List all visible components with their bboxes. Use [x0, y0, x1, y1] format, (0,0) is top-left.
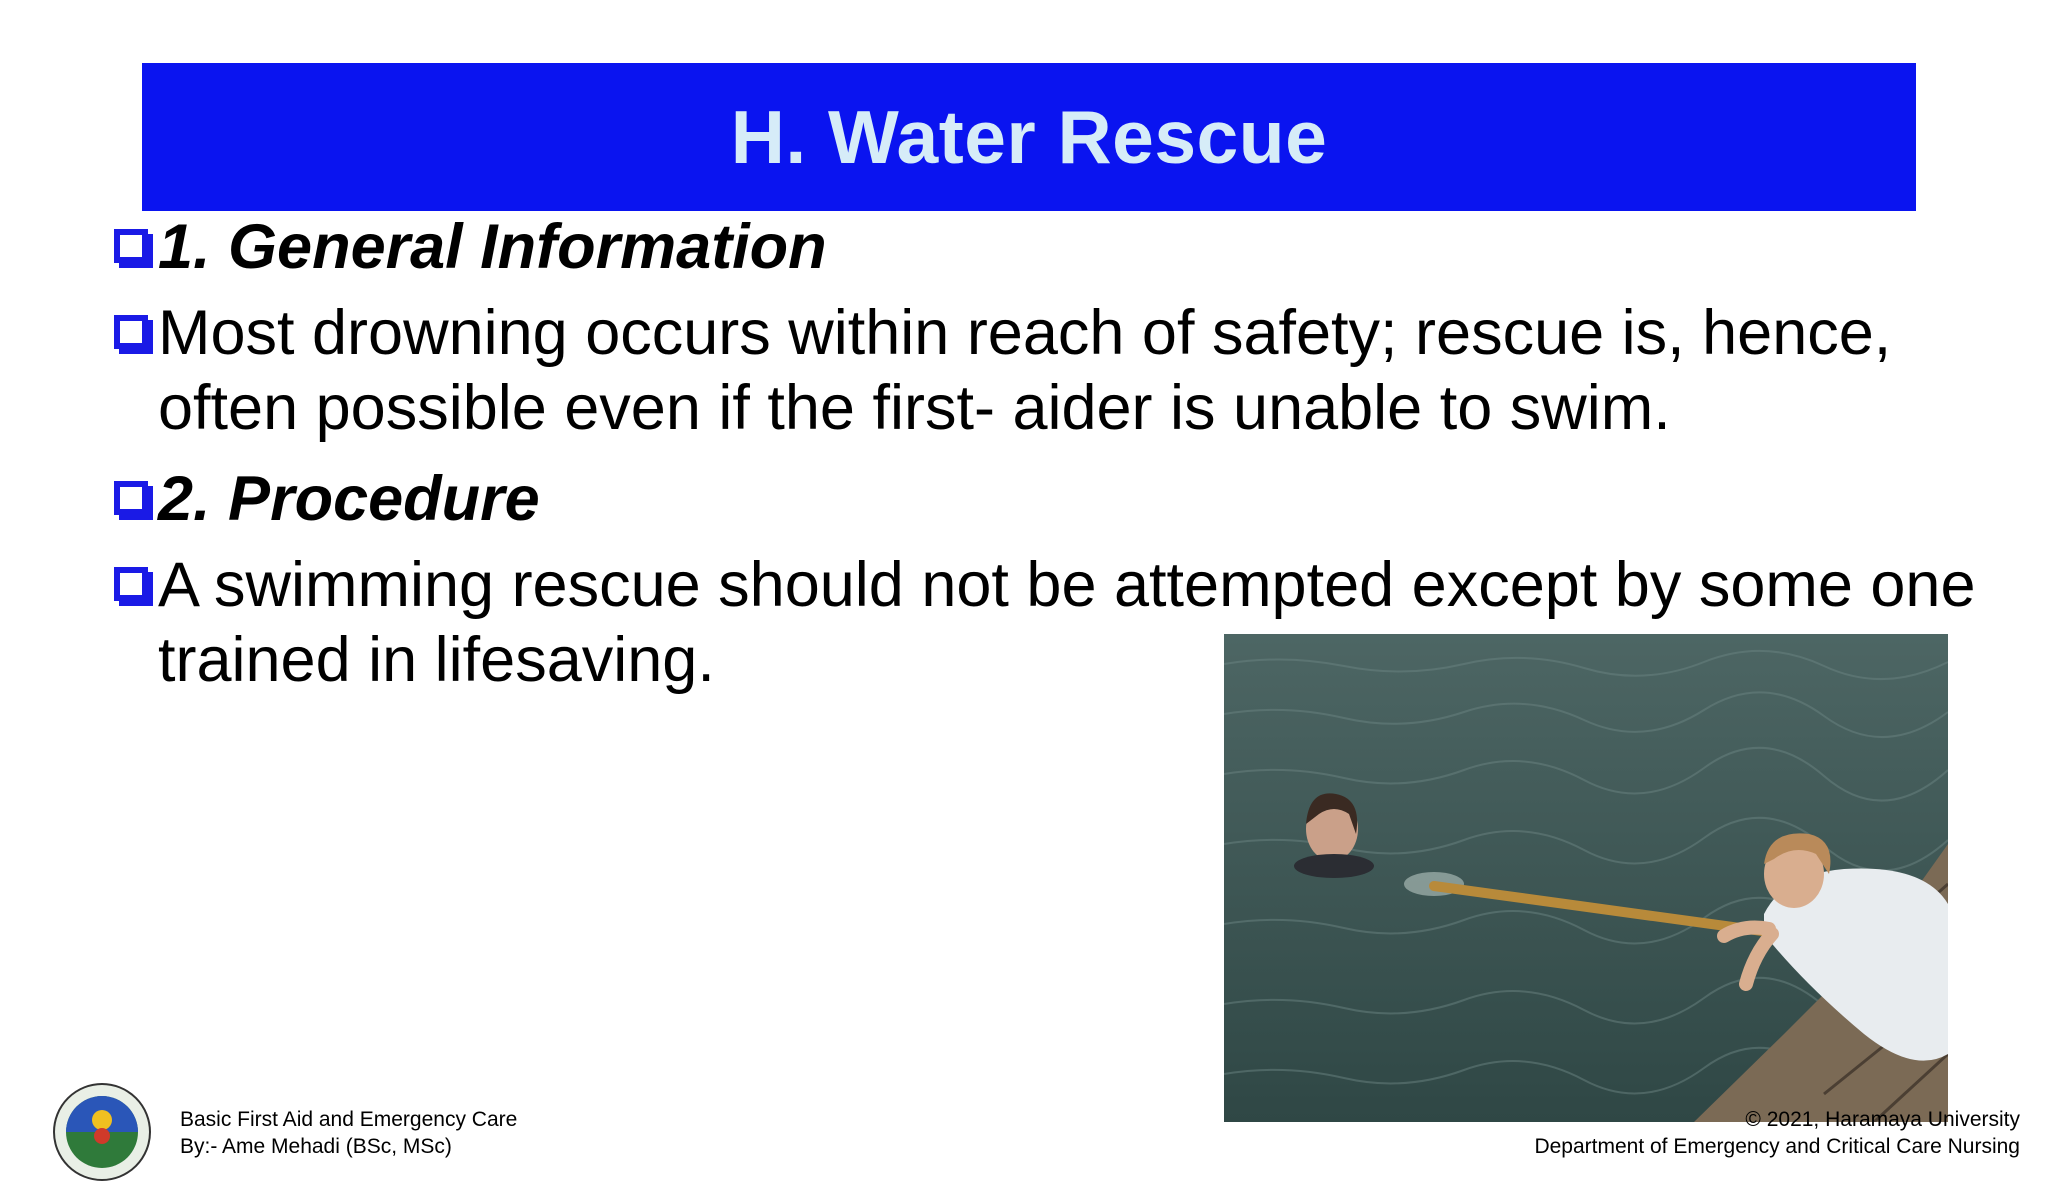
footer-department: Department of Emergency and Critical Care Nursing: [1534, 1135, 2020, 1158]
hollow-square-bullet-icon: [114, 229, 148, 263]
hollow-square-bullet-icon: [114, 315, 148, 349]
bullet-procedure: [110, 462, 540, 537]
bullet-drowning-info: [110, 296, 1910, 446]
university-seal-logo: [52, 1082, 152, 1182]
footer-left: [180, 1106, 517, 1160]
bullet-heading-text: 2. Procedure: [158, 464, 540, 534]
water-rescue-photo: [1224, 634, 1948, 1122]
slide-title: H. Water Rescue: [730, 95, 1328, 179]
title-bar: [142, 63, 1916, 211]
footer-right: [1534, 1106, 2020, 1160]
footer-author: By:- Ame Mehadi (BSc, MSc): [180, 1135, 452, 1158]
bullet-general-information: [110, 210, 827, 285]
bullet-heading-text: 1. General Information: [158, 212, 827, 282]
bullet-body-text: A swimming rescue should not be attempted except by some one trained in lifesaving.: [158, 550, 1976, 695]
hollow-square-bullet-icon: [114, 567, 148, 601]
footer-course-name: Basic First Aid and Emergency Care: [180, 1108, 518, 1131]
footer-copyright: © 2021, Haramaya University: [1745, 1108, 2020, 1131]
hollow-square-bullet-icon: [114, 481, 148, 515]
bullet-body-text: Most drowning occurs within reach of safety; rescue is, hence, often possible even if the first- aider is unable to swim.: [158, 298, 1892, 443]
